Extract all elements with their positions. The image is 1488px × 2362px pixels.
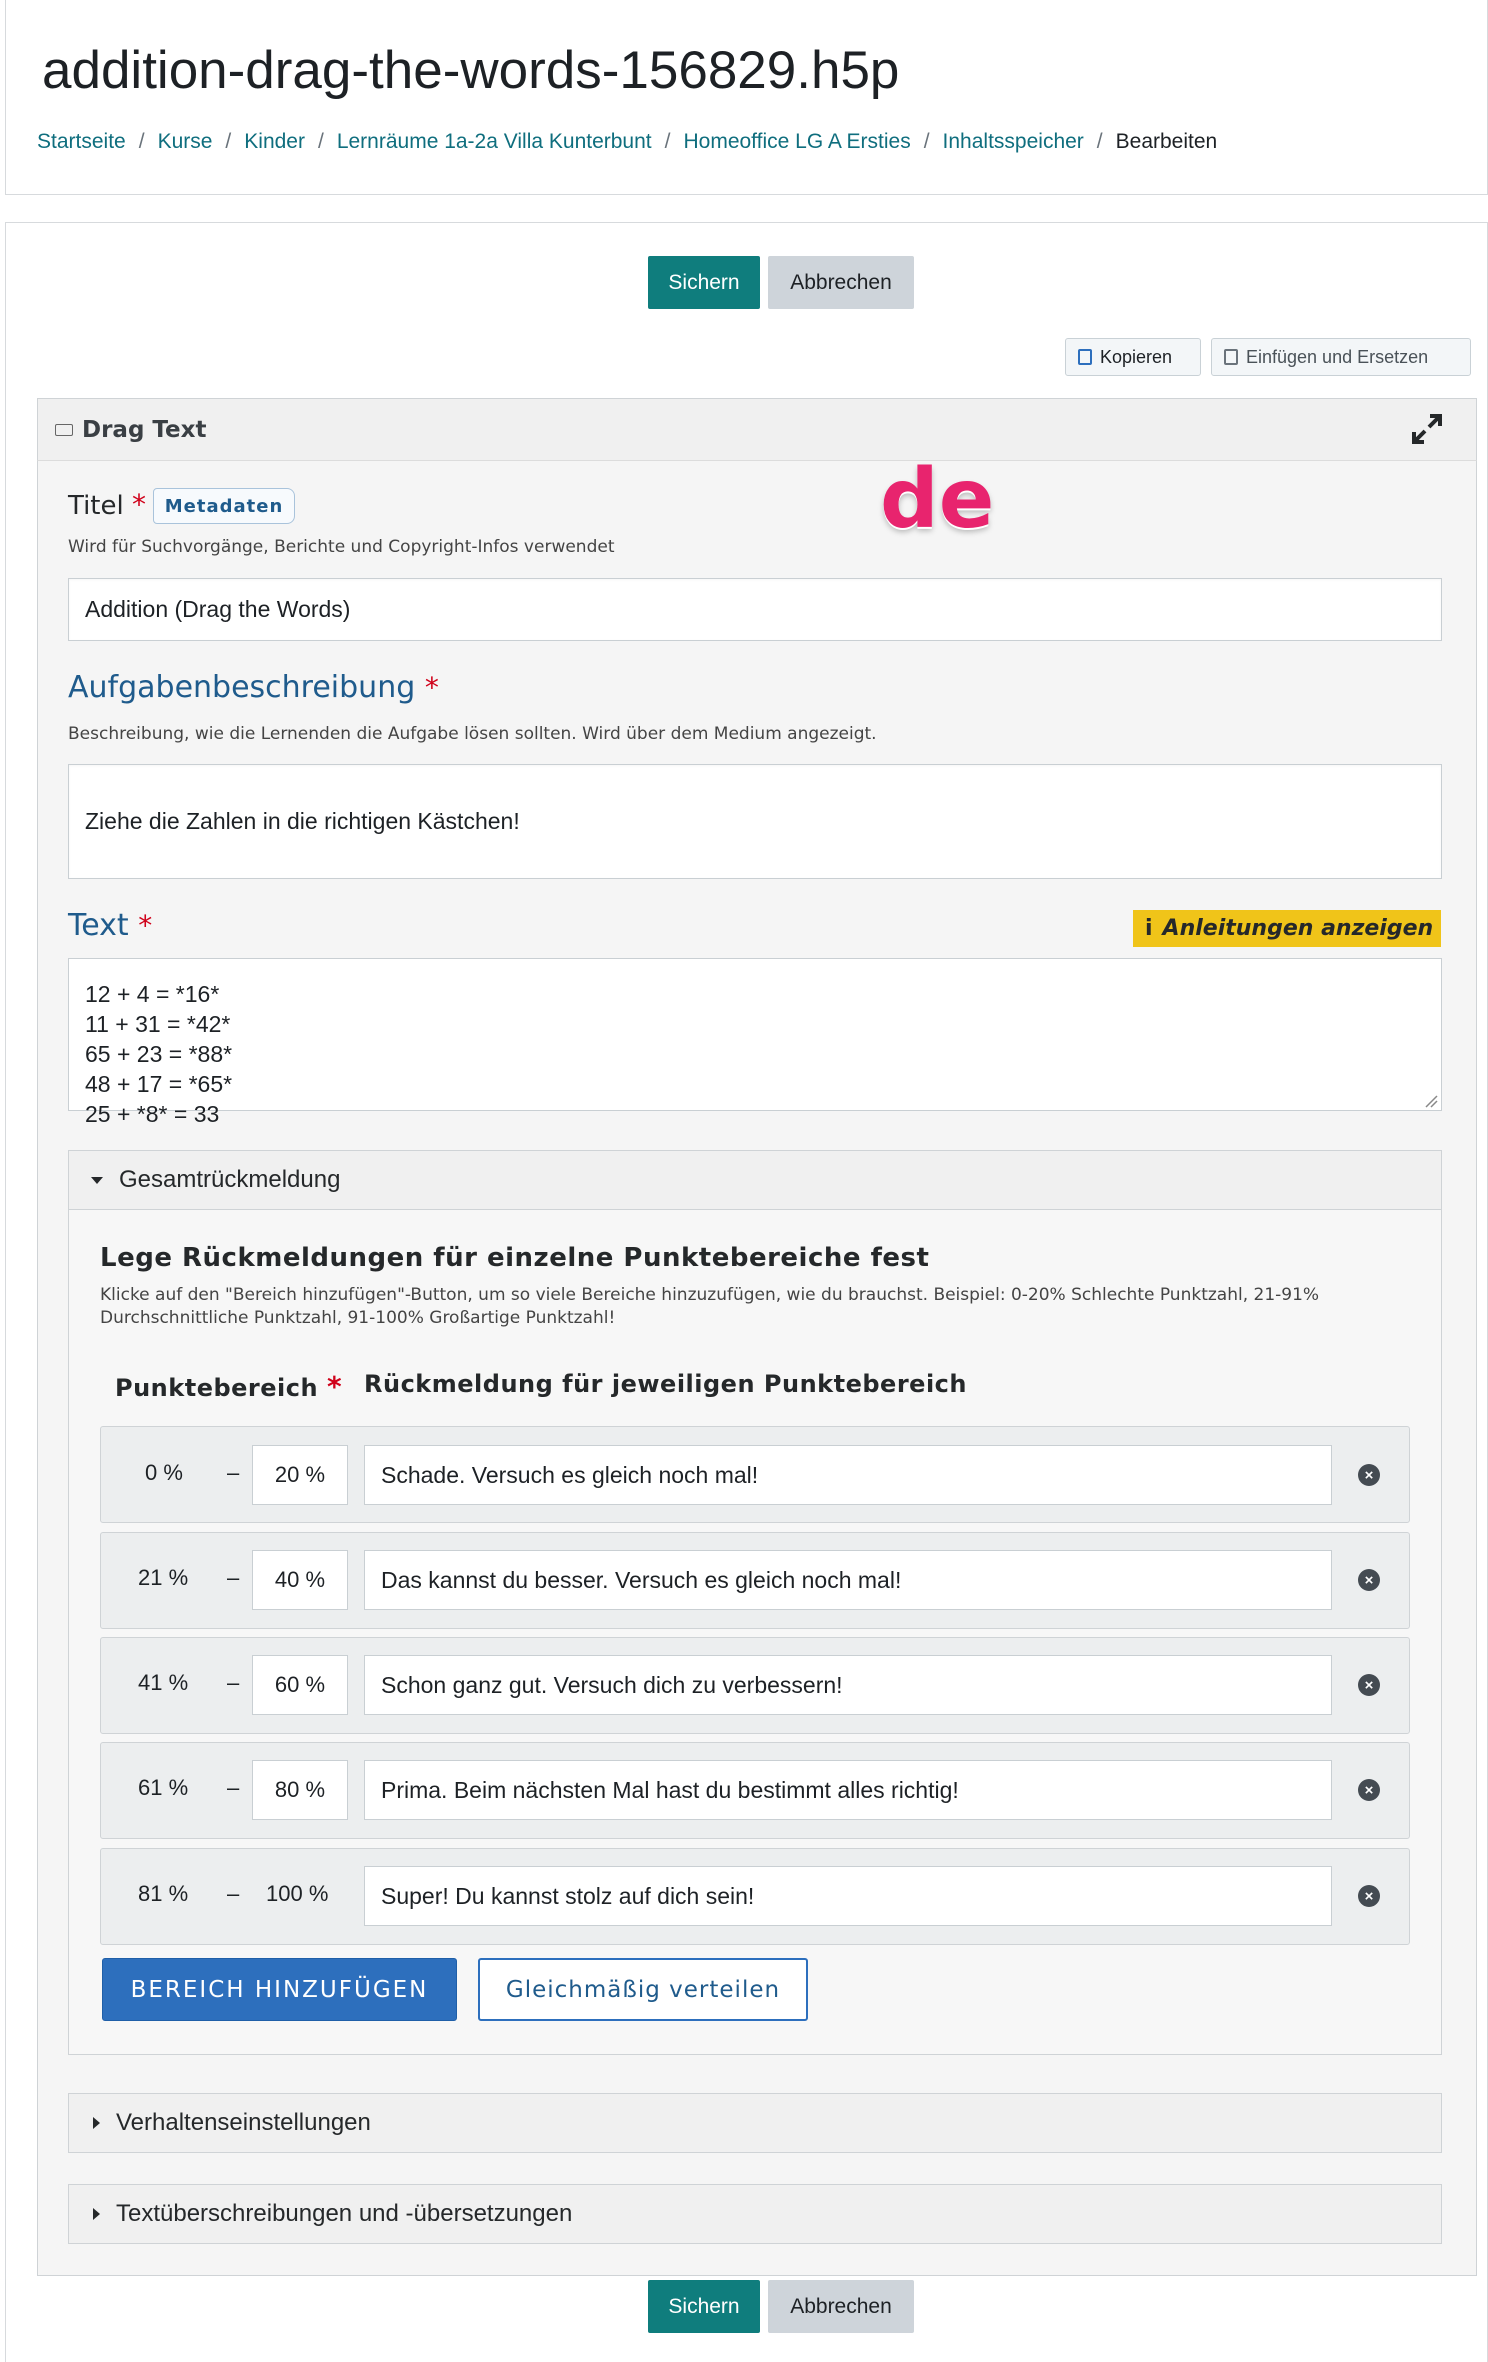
remove-range-icon[interactable]: × — [1358, 1885, 1380, 1907]
range-feedback-input[interactable]: Schade. Versuch es gleich noch mal! — [364, 1445, 1332, 1505]
copy-button[interactable] — [1065, 338, 1201, 376]
range-dash: – — [227, 1775, 240, 1800]
copy-icon — [1078, 349, 1092, 365]
breadcrumb-separator: / — [225, 130, 232, 153]
editor-header — [37, 398, 1477, 461]
range-from: 81 % — [138, 1881, 189, 1906]
collapsed-caret-icon — [93, 2117, 100, 2129]
breadcrumb-separator: / — [664, 130, 671, 153]
range-to-input[interactable]: 20 % — [252, 1445, 348, 1505]
breadcrumb-kurse[interactable]: Kurse — [157, 130, 213, 153]
text-line: 11 + 31 = *42* — [85, 1011, 231, 1037]
range-feedback-input[interactable]: Prima. Beim nächsten Mal hast du bestimmt alles richtig! — [364, 1760, 1332, 1820]
task-description-label: Aufgabenbeschreibung * — [68, 670, 439, 705]
feedback-heading: Lege Rückmeldungen für einzelne Punktebereiche fest — [100, 1243, 930, 1273]
task-description-hint: Beschreibung, wie die Lernenden die Aufgabe lösen sollten. Wird über dem Medium angezeigt. — [68, 724, 877, 744]
breadcrumb-separator: / — [317, 130, 324, 153]
range-from: 21 % — [138, 1565, 189, 1590]
metadata-button[interactable]: Metadaten — [153, 488, 295, 524]
save-button-top[interactable]: Sichern — [648, 256, 760, 309]
title-description: Wird für Suchvorgänge, Berichte und Copyright-Infos verwendet — [68, 537, 615, 557]
range-dash: – — [227, 1881, 240, 1906]
text-label: Text * — [68, 908, 153, 943]
title-input[interactable]: Addition (Drag the Words) — [68, 578, 1442, 641]
breadcrumb-separator: / — [923, 130, 930, 153]
text-line: 65 + 23 = *88* — [85, 1041, 233, 1067]
overall-feedback-header[interactable] — [68, 1150, 1442, 1210]
range-dash: – — [227, 1670, 240, 1695]
add-range-button[interactable]: BEREICH HINZUFÜGEN — [102, 1958, 457, 2021]
breadcrumb-separator: / — [138, 130, 145, 153]
behaviour-settings-title: Verhaltenseinstellungen — [116, 2109, 371, 2136]
range-from: 0 % — [145, 1460, 183, 1485]
feedback-description-1: Klicke auf den "Bereich hinzufügen"-Button, um so viele Bereiche hinzuzufügen, wie du brauchst. Beispiel: 0-20% Schlechte Punktzahl, 21-91% — [100, 1285, 1320, 1305]
text-line: 12 + 4 = *16* — [85, 981, 220, 1007]
expanded-caret-icon — [91, 1177, 103, 1184]
col-feedback-header: Rückmeldung für jeweiligen Punktebereich — [364, 1370, 967, 1398]
range-feedback-input[interactable]: Das kannst du besser. Versuch es gleich noch mal! — [364, 1550, 1332, 1610]
cancel-button-top[interactable]: Abbrechen — [768, 256, 914, 309]
distribute-evenly-button[interactable]: Gleichmäßig verteilen — [478, 1958, 808, 2021]
text-line: 48 + 17 = *65* — [85, 1071, 233, 1097]
text-overrides-header[interactable] — [68, 2184, 1442, 2244]
range-feedback-input[interactable]: Super! Du kannst stolz auf dich sein! — [364, 1866, 1332, 1926]
range-to-input[interactable]: 40 % — [252, 1550, 348, 1610]
collapsed-caret-icon — [93, 2208, 100, 2220]
show-instructions-label: Anleitungen anzeigen — [1162, 916, 1434, 941]
range-to-input[interactable]: 60 % — [252, 1655, 348, 1715]
breadcrumb-inhaltsspeicher[interactable]: Inhaltsspeicher — [942, 130, 1084, 153]
paste-replace-label: Einfügen und Ersetzen — [1246, 346, 1429, 367]
title-label: Titel * — [68, 488, 146, 521]
remove-range-icon[interactable]: × — [1358, 1779, 1380, 1801]
info-icon: i — [1145, 916, 1153, 941]
content-type-title: Drag Text — [82, 416, 207, 443]
behaviour-settings-header[interactable] — [68, 2093, 1442, 2153]
range-from: 61 % — [138, 1775, 189, 1800]
feedback-description-2: Durchschnittliche Punktzahl, 91-100% Großartige Punktzahl! — [100, 1308, 616, 1328]
paste-replace-button[interactable] — [1211, 338, 1471, 376]
range-from: 41 % — [138, 1670, 189, 1695]
copy-label: Kopieren — [1100, 346, 1173, 367]
language-badge: de — [880, 452, 995, 547]
text-textarea[interactable] — [68, 958, 1442, 1127]
range-feedback-input[interactable]: Schon ganz gut. Versuch dich zu verbessern! — [364, 1655, 1332, 1715]
overall-feedback-title: Gesamtrückmeldung — [119, 1166, 341, 1193]
breadcrumb-separator: / — [1096, 130, 1103, 153]
breadcrumb-current: Bearbeiten — [1115, 130, 1218, 153]
show-instructions-button[interactable] — [1133, 910, 1441, 947]
paste-icon — [1224, 349, 1238, 365]
resize-handle-icon[interactable] — [1424, 1094, 1438, 1108]
fullscreen-icon[interactable] — [1410, 412, 1444, 446]
breadcrumb-homeoffice[interactable]: Homeoffice LG A Ersties — [683, 130, 911, 153]
breadcrumb-startseite[interactable]: Startseite — [37, 130, 126, 153]
remove-range-icon[interactable]: × — [1358, 1674, 1380, 1696]
breadcrumb-kinder[interactable]: Kinder — [244, 130, 305, 153]
text-line: 25 + *8* = 33 — [85, 1101, 220, 1127]
cancel-button-bottom[interactable]: Abbrechen — [768, 2280, 914, 2333]
range-dash: – — [227, 1460, 240, 1485]
range-dash: – — [227, 1565, 240, 1590]
range-to-fixed: 100 % — [266, 1881, 329, 1906]
content-type-icon — [55, 424, 73, 436]
remove-range-icon[interactable]: × — [1358, 1569, 1380, 1591]
remove-range-icon[interactable]: × — [1358, 1464, 1380, 1486]
text-overrides-title: Textüberschreibungen und -übersetzungen — [116, 2200, 573, 2227]
range-to-input[interactable]: 80 % — [252, 1760, 348, 1820]
task-description-input[interactable]: Ziehe die Zahlen in die richtigen Kästchen! — [68, 764, 1442, 879]
page-title: addition-drag-the-words-156829.h5p — [42, 41, 900, 100]
col-range-header: Punktebereich * — [115, 1370, 343, 1403]
save-button-bottom[interactable]: Sichern — [648, 2280, 760, 2333]
breadcrumb-lernraeume[interactable]: Lernräume 1a-2a Villa Kunterbunt — [336, 130, 652, 153]
breadcrumb — [37, 130, 1217, 154]
